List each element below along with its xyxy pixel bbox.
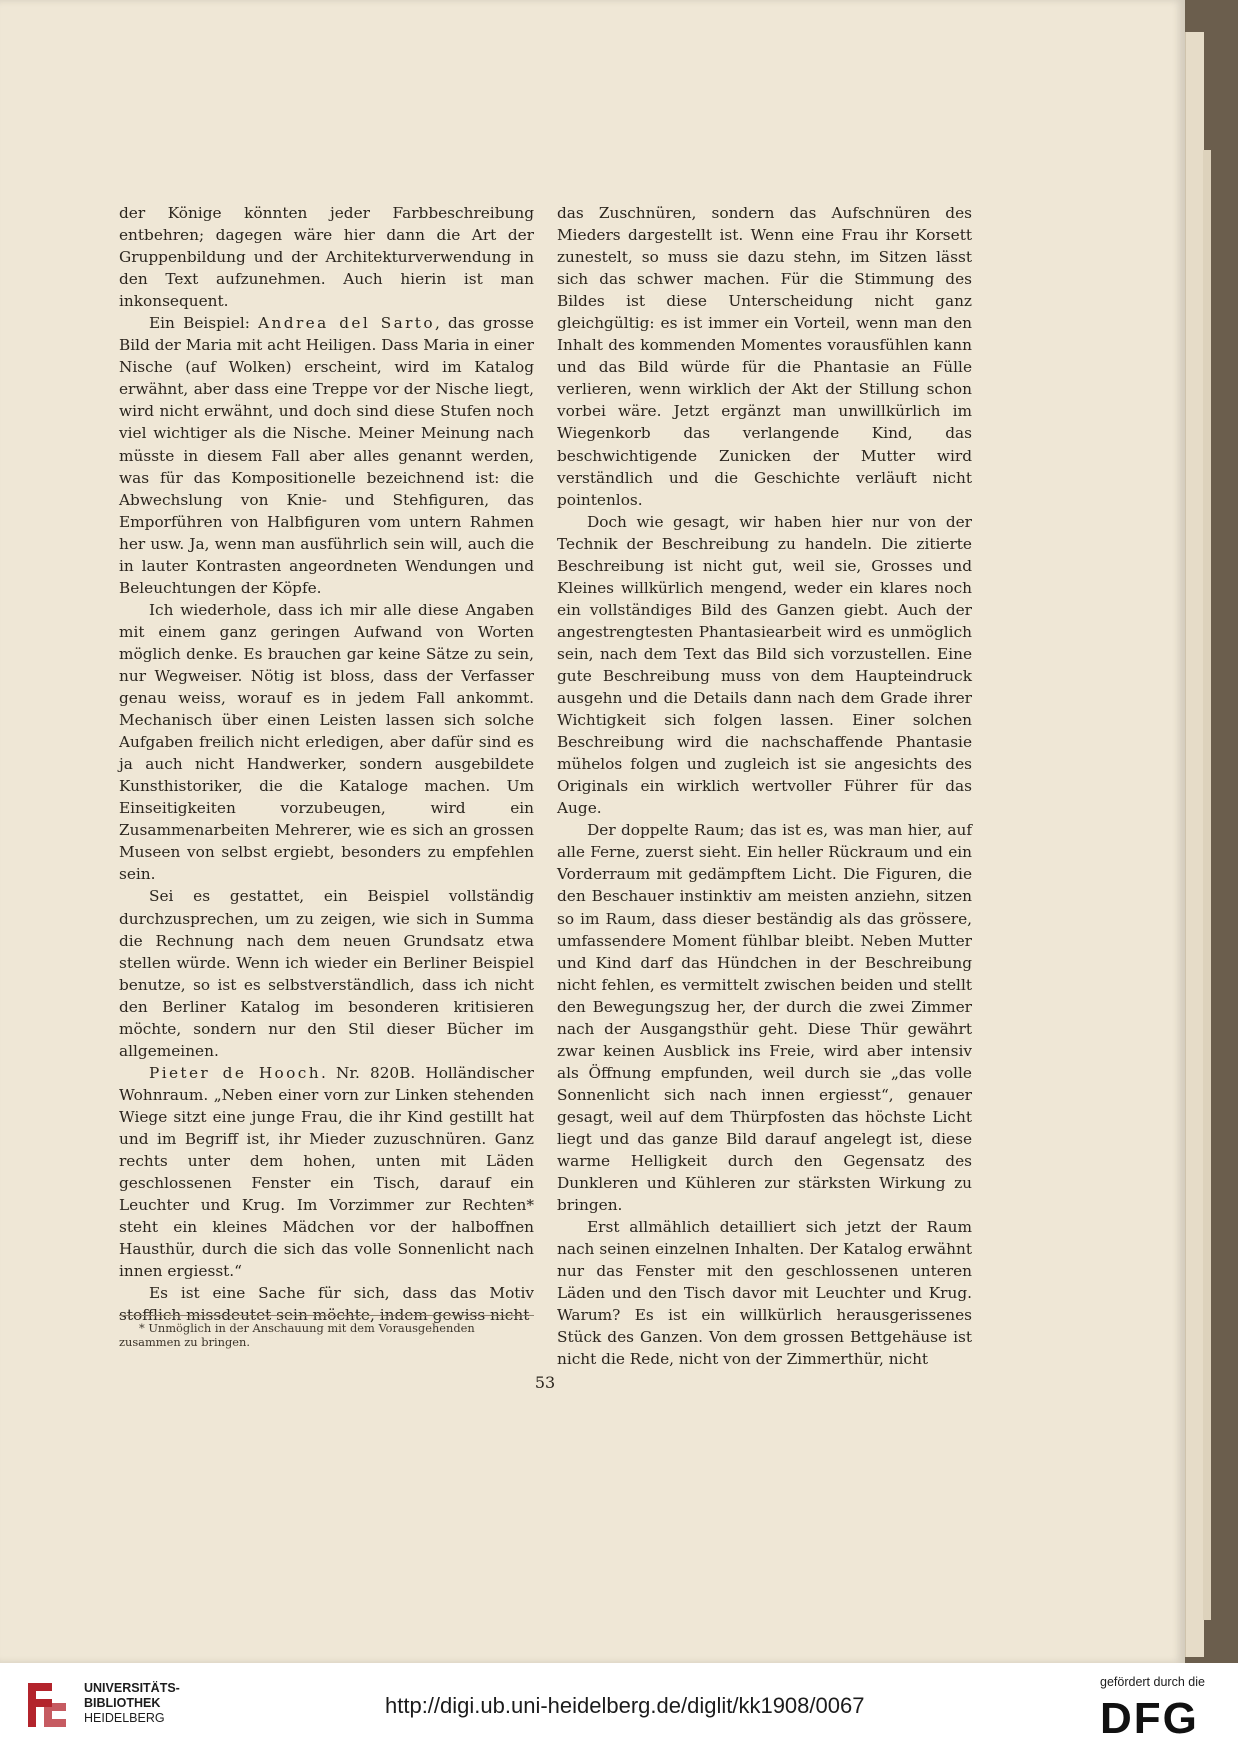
paragraph: Es ist eine Sache für sich, dass das Motiv stofflich missdeutet sein möchte, indem gewiss nicht: [119, 1284, 534, 1325]
library-name-line: UNIVERSITÄTS-: [84, 1681, 180, 1695]
library-name-line: HEIDELBERG: [84, 1711, 165, 1725]
paragraph: Erst allmählich detailliert sich jetzt der Raum nach seinen einzelnen Inhalten. Der Katalog erwähnt nur das Fenster mit den geschlossenen unteren Läden und den Tisch davor mit Leuchter und Krug. Warum? Es ist ein willkürlich herausgerissenes Stück des Ganzen. Von dem grossen Bettgehäuse ist nicht die Rede, nicht von der Zimmerthür, nicht: [557, 1218, 972, 1369]
page-edge: [1185, 32, 1204, 1657]
left-text-column: [119, 202, 534, 1326]
library-name: [84, 1681, 180, 1726]
paragraph: [119, 312, 534, 599]
footnote-text: * Unmöglich in der Anschauung mit dem Vorausgehenden zusammen zu bringen.: [119, 1321, 475, 1349]
paragraph: Doch wie gesagt, wir haben hier nur von der Technik der Beschreibung zu handeln. Die zitierte Beschreibung ist nicht gut, weil sie, Grosses und Kleines willkürlich mengend, weder ein klares noch ein vollständiges Bild des Ganzen giebt. Auch der angestrengtesten Phantasiearbeit wird es unmöglich sein, nach dem Text das Bild sich vorzustellen. Eine gute Beschreibung muss von dem Haupteindruck ausgehn und die Details dann nach dem Grade ihrer Wichtigkeit sich folgen lassen. Einer solchen Beschreibung wird die nachschaffende Phantasie mühelos folgen und zugleich ist sie angesichts des Originals ein wirklich wertvoller Führer für das Auge.: [557, 512, 972, 818]
paragraph: Sei es gestattet, ein Beispiel vollständig durchzusprechen, um zu zeigen, wie sich in Summa die Rechnung nach dem neuen Grundsatz etwa stellen würde. Wenn ich wieder ein Berliner Beispiel benutze, so ist es selbstverständlich, dass ich nicht den Berliner Katalog im besonderen kritisieren möchte, sondern nur den Stil dieser Bücher im allgemeinen.: [119, 887, 534, 1060]
text-run: , das grosse Bild der Maria mit acht Heiligen. Dass Maria in einer Nische (auf Wolken) erscheint, wird im Katalog erwähnt, aber dass eine Treppe vor der Nische liegt, wird nicht erwähnt, und doch sind diese Stufen noch viel wichtiger als die Nische. Meiner Meinung nach müsste in diesem Fall aber alles genannt werden, was für das Kompositionelle bezeichnend ist: die Abwechslung von Knie- und Stehfiguren, das Emporführen von Halbfiguren vom untern Rahmen her usw. Ja, wenn man ausführlich sein will, auch die in lauter Kontrasten angeordneten Wendungen und Beleuchtungen der Köpfe.: [119, 314, 534, 597]
paragraph: Der doppelte Raum; das ist es, was man hier, auf alle Ferne, zuerst sieht. Ein heller Rückraum und ein Vorderraum mit gedämpftem Licht. Die Figuren, die den Beschauer instinktiv am meisten anziehn, sitzen so im Raum, dass dieser beständig als das grössere, umfassendere Moment fühlbar bleibt. Neben Mutter und Kind darf das Hündchen in der Beschreibung nicht fehlen, es vermittelt zwischen beiden und stellt den Bewegungszug her, der durch die zwei Zimmer nach der Ausgangsthür geht. Diese Thür gewährt zwar keinen Ausblick ins Freie, wird aber intensiv als Öffnung empfunden, weil durch sie „das volle Sonnenlicht sich nach innen ergiesst“, genauer gesagt, weil auf dem Thürpfosten das höchste Licht liegt und das ganze Bild darauf angelegt ist, diese warme Helligkeit durch den Gegensatz des Dunkleren und Kühleren zur stärksten Wirkung zu bringen.: [557, 821, 972, 1215]
spaced-artist-name: Pieter de Hooch: [149, 1063, 321, 1082]
footnote: [119, 1315, 534, 1349]
library-name-line: BIBLIOTHEK: [84, 1696, 161, 1710]
digitization-footer: [0, 1663, 1238, 1753]
sponsor-note: gefördert durch die: [1100, 1675, 1205, 1689]
page-edge: [1203, 150, 1211, 1620]
dfg-logo: DFG: [1100, 1694, 1199, 1743]
source-url-link[interactable]: http://digi.ub.uni-heidelberg.de/diglit/kk1908/0067: [385, 1693, 865, 1718]
text-run: Ein Beispiel:: [149, 314, 259, 333]
paragraph: [119, 1062, 534, 1282]
spaced-artist-name: Andrea del Sarto: [258, 314, 435, 333]
paragraph: der Könige könnten jeder Farbbeschreibung entbehren; dagegen wäre hier dann die Art der Gruppenbildung und der Architekturverwendung in den Text aufzunehmen. Auch hierin ist man inkonsequent.: [119, 204, 534, 311]
page-number: 53: [534, 1373, 556, 1392]
university-library-logo-icon: [22, 1679, 74, 1731]
paragraph: Ich wiederhole, dass ich mir alle diese Angaben mit einem ganz geringen Aufwand von Worten möglich denke. Es brauchen gar keine Sätze zu sein, nur Wegweiser. Nötig ist bloss, dass der Verfasser genau weiss, worauf es in jedem Fall ankommt. Mechanisch über einen Leisten lassen sich solche Aufgaben freilich nicht erledigen, aber dafür sind es ja auch nicht Handwerker, sondern ausgebildete Kunsthistoriker, die die Kataloge machen. Um Einseitigkeiten vorzubeugen, wird ein Zusammenarbeiten Mehrerer, wie es sich an grossen Museen von selbst ergiebt, besonders zu empfehlen sein.: [119, 600, 534, 884]
paragraph: das Zuschnüren, sondern das Aufschnüren des Mieders dargestellt ist. Wenn eine Frau ihr Korsett zunestelt, so muss sie dazu stehn, im Sitzen lässt sich das schwer machen. Für die Stimmung des Bildes ist diese Unterscheidung nicht ganz gleichgültig: es ist immer ein Vorteil, wenn man den Inhalt des kommenden Momentes vorausfühlen kann und das Bild würde für die Phantasie an Fülle verlieren, wenn wirklich der Akt der Stillung schon vorbei wäre. Jetzt ergänzt man unwillkürlich im Wiegenkorb das verlangende Kind, das beschwichtigende Zunicken der Mutter wird verständlich und die Geschichte verläuft nicht pointenlos.: [557, 204, 972, 509]
text-run: . Nr. 820B. Holländischer Wohnraum. „Neben einer vorn zur Linken stehenden Wiege sitzt eine junge Frau, die ihr Kind gestillt hat und im Begriff ist, ihr Mieder zuzuschnüren. Ganz rechts unter dem hohen, unten mit Läden geschlossenen Fenster ein Tisch, darauf ein Leuchter und Krug. Im Vorzimmer zur Rechten* steht ein kleines Mädchen vor der halboffnen Hausthür, durch die sich das volle Sonnenlicht nach innen ergiesst.“: [119, 1063, 534, 1281]
right-text-column: [557, 202, 972, 1370]
